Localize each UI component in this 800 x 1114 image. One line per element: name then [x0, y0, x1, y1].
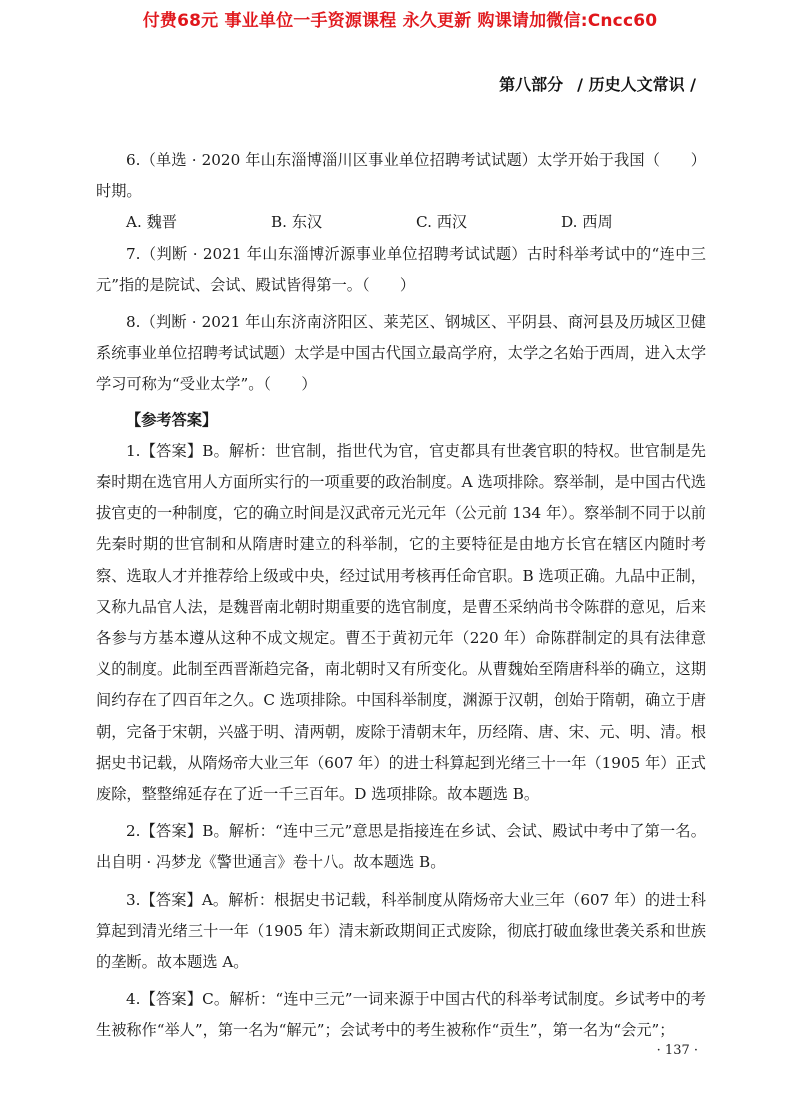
answer-1: 1.【答案】B。解析：世官制，指世代为官，官吏都具有世袭官职的特权。世官制是先秦时期在选官用人方面所实行的一项重要的政治制度。A 选项排除。察举制，是中国古代选拔官吏的一种制度，它的确立时间是汉武帝元光元年（公元前 134 年）。察举制不同于以前先秦时期的世官制和从隋唐时建立的科举制，它的主要特征是由地方长官在辖区内随时考察、选取人才并推荐给上级或中央，经过试用考核再任命官职。B 选项正确。九品中正制，又称九品官人法，是魏晋南北朝时期重要的选官制度，是曹丕采纳尚书令陈群的意见，后来各参与方基本遵从这种不成文规定。曹丕于黄初元年（220 年）命陈群制定的具有法律意义的制度。此制至西晋渐趋完备，南北朝时又有所变化。从曹魏始至隋唐科举的确立，这期间约存在了四百年之久。C 选项排除。中国科举制度，渊源于汉朝，创始于隋朝，确立于唐朝，完备于宋朝，兴盛于明、清两朝，废除于清朝末年，历经隋、唐、宋、元、明、清。根据史书记载，从隋炀帝大业三年（607 年）的进士科算起到光绪三十一年（1905 年）正式废除，整整绵延存在了近一千三百年。D 选项排除。故本题选 B。 [96, 441, 706, 804]
section-label: 第八部分 [499, 75, 564, 94]
option-b: B. 东汉 [271, 213, 323, 232]
answer-4: 4.【答案】C。解析：“连中三元”一词来源于中国古代的科举考试制度。乡试考中的考生被称作“举人”，第一名为“解元”；会试考中的考生被称作“贡生”，第一名为“会元”； [96, 990, 706, 1040]
page-content [96, 145, 706, 1047]
option-d: D. 西周 [561, 213, 613, 232]
answer-2: 2.【答案】B。解析：“连中三元”意思是指接连在乡试、会试、殿试中考中了第一名。出自明 · 冯梦龙《警世通言》卷十八。故本题选 B。 [96, 822, 706, 872]
option-c: C. 西汉 [416, 213, 468, 232]
question-8: 8.（判断 · 2021 年山东济南济阳区、莱芜区、钢城区、平阴县、商河县及历城区卫健系统事业单位招聘考试试题）太学是中国古代国立最高学府，太学之名始于西周，进入太学学习可称为“受业太学”。（ ） [96, 313, 706, 394]
section-title: / 历史人文常识 / [577, 75, 696, 94]
watermark-banner: 付费68元 事业单位一手资源课程 永久更新 购课请加微信:Cncc60 [142, 11, 658, 31]
question-6-options [96, 207, 706, 238]
page-number: · 137 · [656, 1043, 698, 1058]
question-7: 7.（判断 · 2021 年山东淄博沂源事业单位招聘考试试题）古时科举考试中的“连中三元”指的是院试、会试、殿试皆得第一。（ ） [96, 244, 706, 294]
page-header [499, 72, 704, 95]
option-a: A. 魏晋 [126, 213, 177, 232]
question-6: 6.（单选 · 2020 年山东淄博淄川区事业单位招聘考试试题）太学开始于我国（ ）时期。 [96, 151, 706, 201]
answers-heading: 【参考答案】 [126, 410, 218, 429]
answer-3: 3.【答案】A。解析：根据史书记载，科举制度从隋炀帝大业三年（607 年）的进士科算起到清光绪三十一年（1905 年）清末新政期间正式废除，彻底打破血缘世袭关系和世族的垄断。故本题选 A。 [96, 890, 706, 972]
